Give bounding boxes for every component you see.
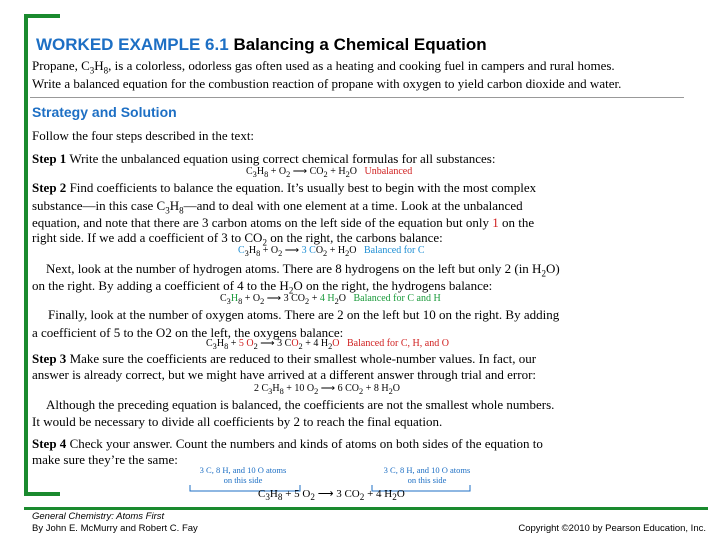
equation-balanced-cho: $C_3H_8 + 5$ $O_2$ ⟶ 3 $CO_2 + 4$ $H_2O$ Balanced for C, H, and O: [206, 338, 449, 351]
green-bracket-top: [24, 14, 60, 18]
divider: [30, 97, 684, 98]
page-title: WORKED EXAMPLE 6.1 Balancing a Chemical Equation: [36, 35, 487, 54]
equation-balanced-c: $C_3H_8 + O_2$ ⟶ 3 $CO_2 + H_2O$ Balanced for C: [238, 245, 425, 258]
strategy-heading: Strategy and Solution: [32, 104, 177, 120]
equation-balanced-ch: $C_3H_8 + O_2$ ⟶ 3 $CO_2 + 4$ $H_2O$ Balanced for C and H: [220, 293, 441, 306]
step3-line-1: Step 3 Make sure the coefficients are reduced to their smallest whole-number values. In fact, our: [32, 351, 537, 366]
step4-line-2: make sure they’re the same:: [32, 452, 178, 467]
step3-para-1: Although the preceding equation is balanced, the coefficients are not the smallest whole numbers.: [46, 397, 555, 412]
step2-line-2: substance—in this case $C_3H_8—and$ to deal with one element at a time. Look at the unbalanced: [32, 198, 523, 216]
hydrogen-line-2: on the right. By adding a coefficient of 4 to the $H_2O$ on the right, the hydrogens balance:: [32, 278, 493, 296]
problem-line-1: Propane, $C_3H_8$, is a colorless, odorless gas often used as a heating and cooking fuel in campers and rural homes.: [32, 58, 615, 76]
equation-final: $C_3H_8 + 5$ $O_2$ ⟶ 3 $CO_2 + 4$ $H_2O$: [258, 488, 405, 503]
equation-unbalanced: $C_3H_8 + O_2$ ⟶ $CO_2 + H_2O$ Unbalanced: [246, 166, 413, 179]
strategy-intro: Follow the four steps described in the text:: [32, 128, 255, 143]
oxygen-line-1: Finally, look at the number of oxygen atoms. There are 2 on the left but 10 on the right. By adding: [48, 307, 560, 322]
step2-line-3: equation, and note that there are 3 carbon atoms on the left side of the equation but only 1 on the: [32, 215, 535, 230]
footer-authors: By John E. McMurry and Robert C. Fay: [32, 523, 198, 534]
green-bracket-vertical: [24, 14, 28, 496]
footer-copyright: Copyright ©2010 by Pearson Education, Inc.: [518, 523, 706, 534]
note-right: 3 C, 8 H, and 10 O atoms on this side: [383, 465, 471, 485]
step3-line-2: answer is already correct, but we might have arrived at a different answer through trial and error:: [32, 367, 537, 382]
step2-line-1: Step 2 Find coefficients to balance the equation. It’s usually best to begin with the most complex: [32, 180, 537, 195]
step1-text: Step 1 Write the unbalanced equation using correct chemical formulas for all substances:: [32, 151, 496, 166]
problem-line-2: Write a balanced equation for the combustion reaction of propane with oxygen to yield carbon dioxide and water.: [32, 76, 622, 91]
oxygen-line-2: a coefficient of 5 to the O2 on the left, the oxygens balance:: [32, 325, 344, 340]
footer-book: General Chemistry: Atoms First: [32, 511, 165, 522]
hydrogen-line-1: Next, look at the number of hydrogen atoms. There are 8 hydrogens on the left but only 2 (in $H_2O$): [46, 261, 560, 279]
step4-line-1: Step 4 Check your answer. Count the numbers and kinds of atoms on both sides of the equation to: [32, 436, 543, 451]
green-bracket-bottom: [24, 492, 60, 496]
equation-doubled: 2 $C_3H_8 + 10$ $O_2$ ⟶ 6 $CO_2 + 8$ $H_2O$: [254, 383, 400, 396]
footer-rule: [24, 507, 708, 510]
note-left: 3 C, 8 H, and 10 O atoms on this side: [199, 465, 287, 485]
step3-para-2: It would be necessary to divide all coefficients by 2 to reach the final equation.: [32, 414, 443, 429]
step2-line-4: right side. If we add a coefficient of 3 to $CO_2$ on the right, the carbons balance:: [32, 230, 443, 248]
